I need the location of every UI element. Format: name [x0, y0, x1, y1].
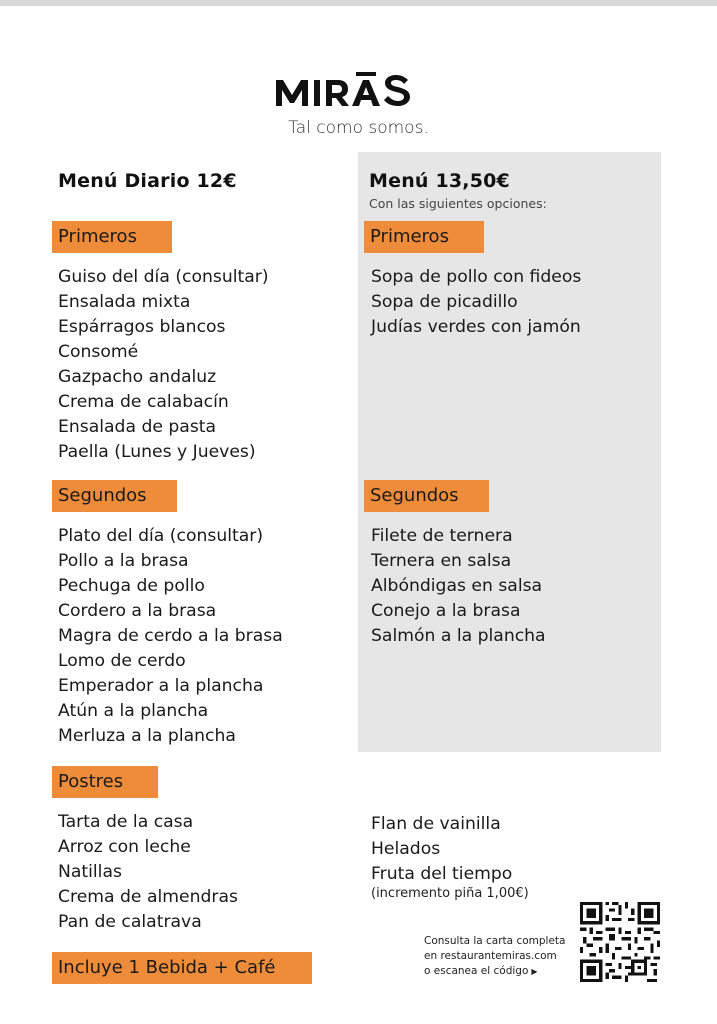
list-item: Pechuga de pollo	[58, 576, 205, 596]
list-item: Ensalada mixta	[58, 292, 191, 312]
qr-caption-text: o escanea el código	[424, 965, 529, 977]
menu-1350-title: Menú 13,50€	[369, 170, 510, 192]
primeros-list-left	[58, 265, 269, 465]
list-item: Atún a la plancha	[58, 701, 209, 721]
qr-caption-line: en restaurantemiras.com	[424, 950, 557, 962]
list-item: Albóndigas en salsa	[371, 576, 543, 596]
list-item: Helados	[371, 839, 441, 859]
segundos-tag-right: Segundos	[364, 480, 489, 512]
list-item: Guiso del día (consultar)	[58, 267, 269, 287]
postres-note: (incremento piña 1,00€)	[371, 886, 529, 901]
list-item: Pan de calatrava	[58, 912, 202, 932]
brand-logo	[0, 68, 717, 112]
postres-list-right	[371, 812, 512, 887]
list-item: Filete de ternera	[371, 526, 513, 546]
qr-caption-line	[424, 964, 574, 979]
qr-caption	[424, 934, 574, 979]
segundos-list-right	[371, 524, 546, 649]
list-item: Cordero a la brasa	[58, 601, 217, 621]
list-item: Merluza a la plancha	[58, 726, 236, 746]
list-item: Plato del día (consultar)	[58, 526, 264, 546]
list-item: Crema de calabacín	[58, 392, 229, 412]
miras-logo-icon	[274, 68, 444, 112]
top-border	[0, 0, 717, 6]
segundos-tag-left: Segundos	[52, 480, 177, 512]
tagline: Tal como somos.	[288, 118, 429, 138]
qr-caption-line: Consulta la carta completa	[424, 935, 566, 947]
menu-1350-subtitle: Con las siguientes opciones:	[369, 196, 547, 211]
primeros-tag-left: Primeros	[52, 221, 172, 253]
postres-tag-left: Postres	[52, 766, 158, 798]
list-item: Salmón a la plancha	[371, 626, 546, 646]
list-item: Consomé	[58, 342, 139, 362]
list-item: Paella (Lunes y Jueves)	[58, 442, 256, 462]
list-item: Fruta del tiempo	[371, 864, 513, 884]
list-item: Sopa de pollo con fideos	[371, 267, 582, 287]
list-item: Flan de vainilla	[371, 814, 501, 834]
list-item: Pollo a la brasa	[58, 551, 189, 571]
list-item: Magra de cerdo a la brasa	[58, 626, 283, 646]
primeros-tag-right: Primeros	[364, 221, 484, 253]
includes-tag: Incluye 1 Bebida + Café	[52, 952, 312, 984]
list-item: Lomo de cerdo	[58, 651, 186, 671]
primeros-list-right	[371, 265, 581, 340]
list-item: Arroz con leche	[58, 837, 191, 857]
list-item: Ensalada de pasta	[58, 417, 217, 437]
list-item: Emperador a la plancha	[58, 676, 264, 696]
postres-list-left	[58, 810, 238, 935]
menu-diario-title: Menú Diario 12€	[58, 170, 237, 192]
list-item: Ternera en salsa	[371, 551, 512, 571]
segundos-list-left	[58, 524, 283, 749]
list-item: Sopa de picadillo	[371, 292, 518, 312]
qr-code-icon[interactable]	[580, 902, 660, 982]
list-item: Judías verdes con jamón	[371, 317, 581, 337]
list-item: Natillas	[58, 862, 122, 882]
list-item: Espárragos blancos	[58, 317, 226, 337]
list-item: Conejo a la brasa	[371, 601, 521, 621]
arrow-right-icon: ▶	[531, 967, 538, 976]
list-item: Gazpacho andaluz	[58, 367, 217, 387]
list-item: Crema de almendras	[58, 887, 238, 907]
list-item: Tarta de la casa	[58, 812, 194, 832]
